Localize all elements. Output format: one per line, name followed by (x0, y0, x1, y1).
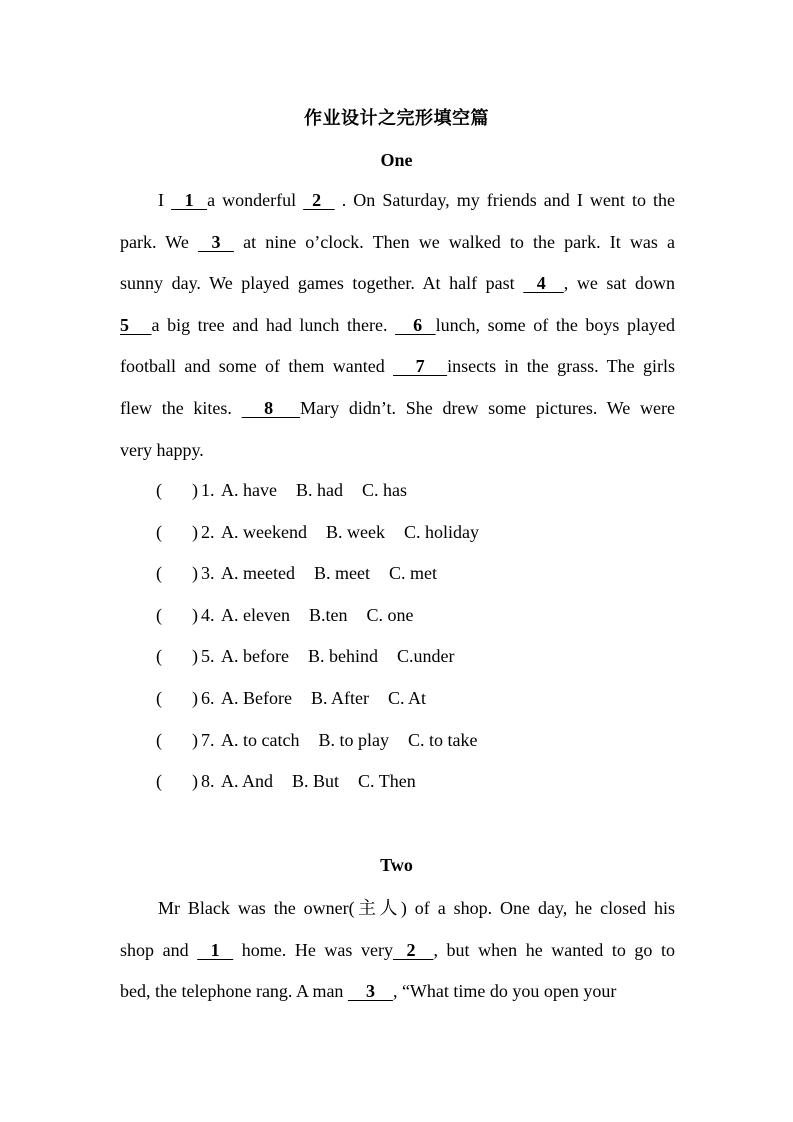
answer-blank: 4 (523, 273, 564, 294)
question-row (156, 688, 426, 712)
passage-text: bed, the telephone rang. A man (120, 981, 348, 1002)
passage-text: a wonderful (207, 190, 304, 210)
section-one-line (120, 346, 675, 388)
passage-text: , but when he wanted to go to (433, 939, 675, 960)
section-two-line (120, 971, 675, 1013)
answer-blank: 2 (392, 939, 434, 960)
question-number: 2. (201, 521, 215, 542)
question-row (156, 605, 413, 629)
section-one-heading: One (380, 150, 413, 170)
answer-blank: 3 (197, 231, 234, 252)
answer-blank: 7 (393, 356, 448, 377)
option-a: A. weekend (221, 521, 307, 542)
answer-bracket-close: ) (192, 604, 198, 625)
answer-blank: 8 (241, 397, 301, 418)
section-one-line (120, 388, 675, 430)
answer-bracket-open: ( (156, 646, 162, 667)
section-one-line (120, 305, 675, 347)
section-one-line (120, 263, 675, 305)
section-two-passage (120, 888, 675, 1013)
answer-blank: 1 (197, 939, 234, 960)
answer-blank: 2 (303, 190, 335, 210)
passage-text: , we sat down (563, 273, 676, 294)
passage-text: Mr Black was the owner(主人) of a shop. One day, he closed his (158, 898, 675, 918)
option-b: B. behind (307, 646, 378, 667)
question-row (156, 563, 437, 587)
option-a: A. before (221, 646, 289, 667)
option-c: C. holiday (403, 521, 479, 542)
answer-bracket-open: ( (156, 688, 162, 708)
answer-bracket-open: ( (156, 563, 162, 584)
passage-text: park. We (120, 231, 198, 252)
passage-text: . On Saturday, my friends and I went to the (334, 190, 676, 210)
section-two-line (120, 888, 675, 930)
passage-text: flew the kites. (120, 397, 242, 418)
passage-text: very happy. (120, 439, 204, 460)
option-b: B. But (292, 771, 340, 792)
question-row (156, 730, 477, 754)
answer-blank: 3 (347, 981, 393, 1002)
option-c: C. to take (407, 729, 478, 750)
question-row (156, 646, 454, 670)
question-row (156, 771, 416, 795)
answer-bracket-close: ) (192, 480, 198, 500)
question-row (156, 522, 479, 546)
answer-bracket-close: ) (192, 521, 198, 542)
section-one-line (120, 180, 675, 222)
question-number: 3. (201, 563, 215, 584)
question-number: 8. (201, 771, 215, 792)
answer-bracket-close: ) (192, 729, 198, 750)
option-b: B. had (295, 480, 343, 500)
option-a: A. to catch (221, 729, 300, 750)
option-b: B. week (325, 521, 385, 542)
answer-bracket-open: ( (156, 771, 162, 792)
answer-bracket-open: ( (156, 480, 162, 500)
option-a: A. eleven (221, 604, 290, 625)
answer-bracket-close: ) (192, 563, 198, 584)
question-number: 7. (201, 729, 215, 750)
option-c: C.under (396, 646, 455, 667)
passage-text: I (158, 190, 172, 210)
passage-text: insects in the grass. The girls (447, 356, 675, 377)
passage-text: lunch, some of the boys played (435, 314, 675, 335)
passage-text: a big tree and had lunch there. (151, 314, 396, 335)
answer-bracket-open: ( (156, 604, 162, 625)
question-row (156, 480, 407, 504)
answer-bracket-open: ( (156, 729, 162, 750)
passage-text: home. He was very (233, 939, 393, 960)
question-number: 6. (201, 688, 215, 708)
option-b: B. to play (318, 729, 389, 750)
section-one-passage (120, 180, 675, 471)
section-one-line (120, 430, 675, 472)
section-one-line (120, 222, 675, 264)
option-b: B.ten (308, 604, 348, 625)
option-a: A. Before (221, 688, 292, 708)
question-number: 4. (201, 604, 215, 625)
passage-text: Mary didn’t. She drew some pictures. We were (300, 397, 675, 418)
answer-blank: 5 (120, 314, 152, 335)
option-c: C. Then (358, 771, 416, 792)
option-c: C. one (366, 604, 414, 625)
section-two-heading: Two (380, 855, 413, 875)
answer-bracket-open: ( (156, 521, 162, 542)
answer-blank: 1 (171, 190, 208, 210)
section-two-line (120, 930, 675, 972)
passage-text: sunny day. We played games together. At half past (120, 273, 524, 294)
passage-text: at nine o’clock. Then we walked to the park. It was a (233, 231, 675, 252)
question-number: 1. (201, 480, 215, 500)
option-b: B. meet (313, 563, 370, 584)
question-number: 5. (201, 646, 215, 667)
passage-text: football and some of them wanted (120, 356, 394, 377)
passage-text: , “What time do you open your (392, 981, 617, 1002)
answer-blank: 6 (395, 314, 436, 335)
answer-bracket-close: ) (192, 688, 198, 708)
option-c: C. met (388, 563, 437, 584)
option-c: C. At (387, 688, 426, 708)
option-c: C. has (361, 480, 407, 500)
option-a: A. have (221, 480, 277, 500)
page-title: 作业设计之完形填空篇 (304, 108, 489, 129)
option-a: A. And (221, 771, 274, 792)
passage-text: shop and (120, 939, 198, 960)
option-a: A. meeted (221, 563, 295, 584)
option-b: B. After (310, 688, 369, 708)
answer-bracket-close: ) (192, 771, 198, 792)
answer-bracket-close: ) (192, 646, 198, 667)
